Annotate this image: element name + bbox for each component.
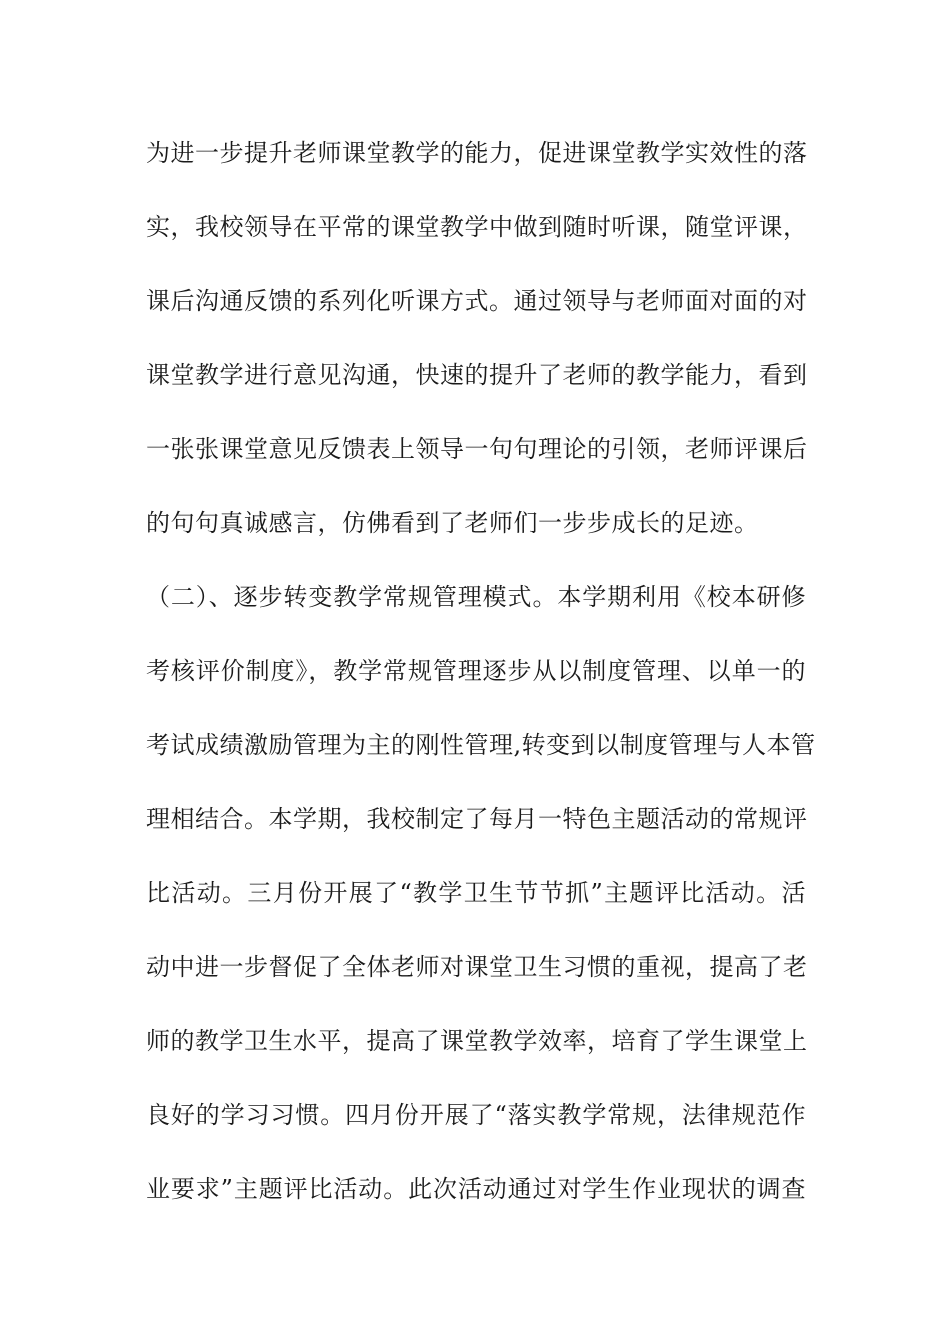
text-line: 考试成绩激励管理为主的刚性管理,转变到以制度管理与人本管 — [146, 731, 816, 759]
body-text — [146, 132, 816, 1242]
text-line: 实，我校领导在平常的课堂教学中做到随时听课，随堂评课， — [146, 213, 808, 241]
text-line: 课堂教学进行意见沟通，快速的提升了老师的教学能力，看到 — [146, 361, 808, 389]
text-line: 课后沟通反馈的系列化听课方式。通过领导与老师面对面的对 — [146, 287, 808, 315]
text-line: 师的教学卫生水平，提高了课堂教学效率，培育了学生课堂上 — [146, 1027, 808, 1055]
text-line-paragraph-end: 的句句真诚感言，仿佛看到了老师们一步步成长的足迹。 — [146, 509, 759, 537]
text-line: 动中进一步督促了全体老师对课堂卫生习惯的重视，提高了老 — [146, 953, 808, 981]
text-line: 业要求”主题评比活动。此次活动通过对学生作业现状的调查 — [146, 1175, 806, 1203]
text-line: 理相结合。本学期，我校制定了每月一特色主题活动的常规评 — [146, 805, 808, 833]
text-line: 比活动。三月份开展了“教学卫生节节抓”主题评比活动。活 — [146, 879, 806, 907]
text-line: 一张张课堂意见反馈表上领导一句句理论的引领，老师评课后 — [146, 435, 808, 463]
text-line: 良好的学习习惯。四月份开展了“落实教学常规，法律规范作 — [146, 1101, 806, 1129]
text-line: （二）、逐步转变教学常规管理模式。本学期利用《校本研修 — [146, 583, 806, 611]
text-line: 为进一步提升老师课堂教学的能力，促进课堂教学实效性的落 — [146, 139, 808, 167]
text-line: 考核评价制度》，教学常规管理逐步从以制度管理、以单一的 — [146, 657, 806, 685]
